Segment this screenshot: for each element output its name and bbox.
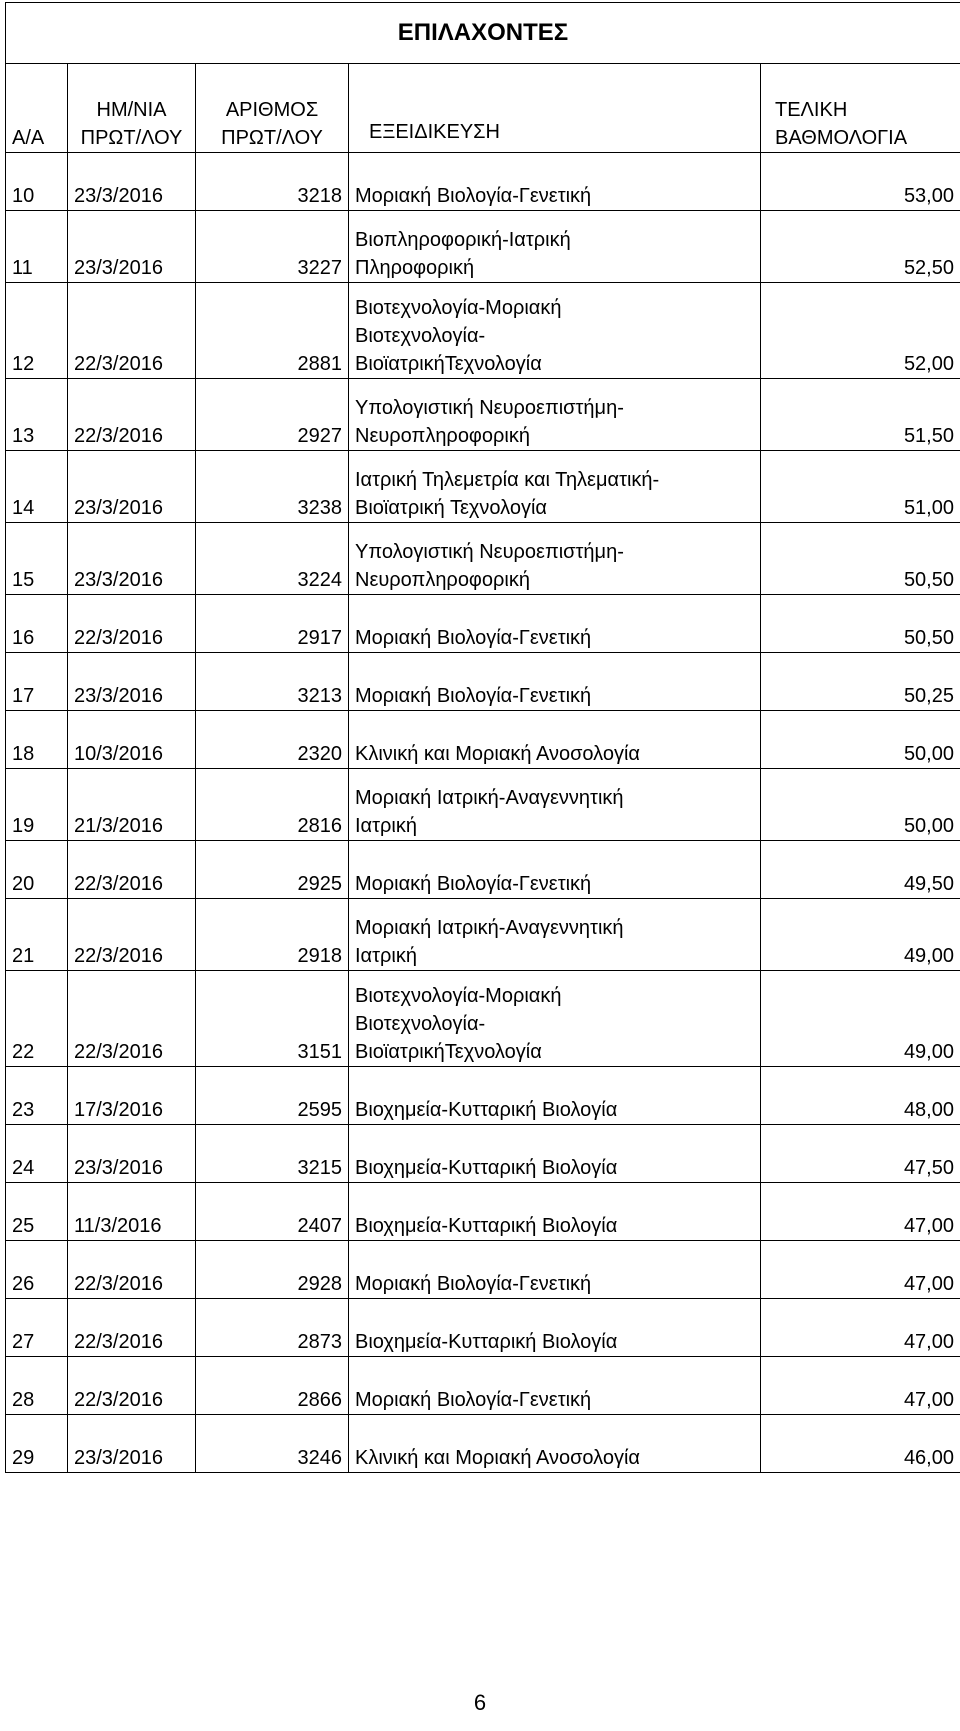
specialization-line: Βιοχημεία-Κυτταρική Βιολογία <box>355 1331 618 1353</box>
cell-specialization <box>349 451 761 523</box>
cell-date: 11/3/2016 <box>68 1183 196 1241</box>
cell-aa: 14 <box>6 451 68 523</box>
specialization-line: Βιοτεχνολογία-Μοριακή <box>355 297 562 319</box>
cell-specialization <box>349 283 761 379</box>
header-row <box>6 64 960 153</box>
cell-protocol-number: 3238 <box>196 451 349 523</box>
cell-aa: 22 <box>6 971 68 1067</box>
cell-protocol-number: 3151 <box>196 971 349 1067</box>
cell-final-score: 47,00 <box>761 1357 960 1415</box>
cell-date: 22/3/2016 <box>68 1299 196 1357</box>
cell-final-score: 47,00 <box>761 1299 960 1357</box>
cell-specialization <box>349 1241 761 1299</box>
cell-aa: 12 <box>6 283 68 379</box>
cell-final-score: 49,00 <box>761 899 960 971</box>
header-specialization: ΕΞΕΙΔΙΚΕΥΣΗ <box>349 64 761 153</box>
table-row <box>6 1241 960 1299</box>
table-row <box>6 1067 960 1125</box>
cell-date: 10/3/2016 <box>68 711 196 769</box>
cell-date: 23/3/2016 <box>68 1415 196 1473</box>
cell-specialization <box>349 1067 761 1125</box>
cell-specialization <box>349 1415 761 1473</box>
cell-aa: 20 <box>6 841 68 899</box>
cell-final-score: 50,00 <box>761 711 960 769</box>
cell-aa: 24 <box>6 1125 68 1183</box>
cell-date: 23/3/2016 <box>68 153 196 211</box>
specialization-line: Βιοπληροφορική-Ιατρική <box>355 229 571 251</box>
cell-aa: 15 <box>6 523 68 595</box>
specialization-line: Μοριακή Βιολογία-Γενετική <box>355 1389 592 1411</box>
cell-protocol-number: 3246 <box>196 1415 349 1473</box>
cell-date: 22/3/2016 <box>68 1241 196 1299</box>
table-row <box>6 1125 960 1183</box>
cell-specialization <box>349 711 761 769</box>
cell-final-score: 51,00 <box>761 451 960 523</box>
specialization-line: ΒιοϊατρικήΤεχνολογία <box>355 353 542 375</box>
table-row <box>6 1183 960 1241</box>
specialization-line: Υπολογιστική Νευροεπιστήμη- <box>355 541 624 563</box>
cell-final-score: 47,00 <box>761 1241 960 1299</box>
cell-specialization <box>349 211 761 283</box>
cell-aa: 18 <box>6 711 68 769</box>
table-row <box>6 451 960 523</box>
header-final-score: ΤΕΛΙΚΗ ΒΑΘΜΟΛΟΓΙΑ <box>761 64 960 153</box>
cell-date: 23/3/2016 <box>68 211 196 283</box>
cell-specialization <box>349 153 761 211</box>
table-row <box>6 841 960 899</box>
table-row <box>6 769 960 841</box>
specialization-line: Μοριακή Βιολογία-Γενετική <box>355 185 592 207</box>
specialization-line: Μοριακή Ιατρική-Αναγεννητική <box>355 787 624 809</box>
table-row <box>6 1357 960 1415</box>
specialization-line: Νευροπληροφορική <box>355 569 530 591</box>
cell-protocol-number: 2595 <box>196 1067 349 1125</box>
table-body <box>6 153 960 1473</box>
cell-protocol-number: 2927 <box>196 379 349 451</box>
cell-aa: 27 <box>6 1299 68 1357</box>
cell-protocol-number: 2407 <box>196 1183 349 1241</box>
specialization-line: Μοριακή Βιολογία-Γενετική <box>355 627 592 649</box>
cell-specialization <box>349 841 761 899</box>
table-row <box>6 211 960 283</box>
cell-final-score: 47,50 <box>761 1125 960 1183</box>
table-row <box>6 899 960 971</box>
specialization-line: Βιοχημεία-Κυτταρική Βιολογία <box>355 1157 618 1179</box>
table-row <box>6 1415 960 1473</box>
cell-final-score: 52,00 <box>761 283 960 379</box>
cell-final-score: 46,00 <box>761 1415 960 1473</box>
cell-protocol-number: 3227 <box>196 211 349 283</box>
cell-date: 22/3/2016 <box>68 899 196 971</box>
cell-aa: 17 <box>6 653 68 711</box>
cell-specialization <box>349 1357 761 1415</box>
cell-final-score: 50,25 <box>761 653 960 711</box>
specialization-line: Μοριακή Ιατρική-Αναγεννητική <box>355 917 624 939</box>
table-row <box>6 379 960 451</box>
cell-specialization <box>349 769 761 841</box>
cell-aa: 16 <box>6 595 68 653</box>
cell-aa: 28 <box>6 1357 68 1415</box>
cell-final-score: 52,50 <box>761 211 960 283</box>
specialization-line: ΒιοϊατρικήΤεχνολογία <box>355 1041 542 1063</box>
cell-protocol-number: 2917 <box>196 595 349 653</box>
header-date: ΗΜ/ΝΙΑ ΠΡΩΤ/ΛΟΥ <box>68 64 196 153</box>
cell-date: 21/3/2016 <box>68 769 196 841</box>
cell-specialization <box>349 523 761 595</box>
cell-final-score: 50,50 <box>761 523 960 595</box>
cell-specialization <box>349 899 761 971</box>
table-row <box>6 711 960 769</box>
table-row <box>6 971 960 1067</box>
cell-final-score: 50,50 <box>761 595 960 653</box>
cell-specialization <box>349 1125 761 1183</box>
cell-protocol-number: 3218 <box>196 153 349 211</box>
specialization-line: Βιοτεχνολογία-Μοριακή <box>355 985 562 1007</box>
cell-protocol-number: 2816 <box>196 769 349 841</box>
specialization-line: Βιοχημεία-Κυτταρική Βιολογία <box>355 1215 618 1237</box>
candidates-table <box>5 2 960 1473</box>
page-number: 6 <box>473 1690 487 1715</box>
cell-protocol-number: 2918 <box>196 899 349 971</box>
specialization-line: Πληροφορική <box>355 257 475 279</box>
cell-aa: 25 <box>6 1183 68 1241</box>
cell-date: 23/3/2016 <box>68 523 196 595</box>
cell-protocol-number: 2866 <box>196 1357 349 1415</box>
cell-aa: 21 <box>6 899 68 971</box>
specialization-line: Βιοϊατρική Τεχνολογία <box>355 497 547 519</box>
cell-date: 23/3/2016 <box>68 653 196 711</box>
cell-date: 22/3/2016 <box>68 283 196 379</box>
cell-final-score: 51,50 <box>761 379 960 451</box>
table-row <box>6 523 960 595</box>
cell-specialization <box>349 1183 761 1241</box>
specialization-line: Κλινική και Μοριακή Ανοσολογία <box>355 743 640 765</box>
cell-date: 22/3/2016 <box>68 1357 196 1415</box>
cell-protocol-number: 2928 <box>196 1241 349 1299</box>
cell-protocol-number: 2881 <box>196 283 349 379</box>
header-protocol-number: ΑΡΙΘΜΟΣ ΠΡΩΤ/ΛΟΥ <box>196 64 349 153</box>
cell-date: 23/3/2016 <box>68 451 196 523</box>
table-row <box>6 595 960 653</box>
cell-date: 22/3/2016 <box>68 971 196 1067</box>
table-row <box>6 653 960 711</box>
cell-aa: 26 <box>6 1241 68 1299</box>
cell-final-score: 49,00 <box>761 971 960 1067</box>
cell-specialization <box>349 1299 761 1357</box>
cell-aa: 29 <box>6 1415 68 1473</box>
cell-protocol-number: 3224 <box>196 523 349 595</box>
specialization-line: Βιοχημεία-Κυτταρική Βιολογία <box>355 1099 618 1121</box>
cell-date: 22/3/2016 <box>68 379 196 451</box>
cell-aa: 10 <box>6 153 68 211</box>
specialization-line: Ιατρική <box>355 815 417 837</box>
cell-final-score: 49,50 <box>761 841 960 899</box>
cell-protocol-number: 3213 <box>196 653 349 711</box>
specialization-line: Μοριακή Βιολογία-Γενετική <box>355 873 592 895</box>
specialization-line: Βιοτεχνολογία- <box>355 1013 486 1035</box>
cell-final-score: 53,00 <box>761 153 960 211</box>
cell-protocol-number: 2873 <box>196 1299 349 1357</box>
cell-specialization <box>349 595 761 653</box>
table-title: ΕΠΙΛΑΧΟΝΤΕΣ <box>6 3 960 64</box>
table-row <box>6 153 960 211</box>
specialization-line: Νευροπληροφορική <box>355 425 530 447</box>
cell-aa: 19 <box>6 769 68 841</box>
cell-date: 23/3/2016 <box>68 1125 196 1183</box>
cell-final-score: 48,00 <box>761 1067 960 1125</box>
cell-aa: 13 <box>6 379 68 451</box>
cell-final-score: 50,00 <box>761 769 960 841</box>
table-row <box>6 1299 960 1357</box>
specialization-line: Κλινική και Μοριακή Ανοσολογία <box>355 1447 640 1469</box>
cell-aa: 11 <box>6 211 68 283</box>
cell-specialization <box>349 971 761 1067</box>
specialization-line: Υπολογιστική Νευροεπιστήμη- <box>355 397 624 419</box>
cell-protocol-number: 3215 <box>196 1125 349 1183</box>
specialization-line: Ιατρική Τηλεμετρία και Τηλεματική- <box>355 469 660 491</box>
specialization-line: Ιατρική <box>355 945 417 967</box>
cell-date: 22/3/2016 <box>68 595 196 653</box>
cell-specialization <box>349 653 761 711</box>
cell-date: 22/3/2016 <box>68 841 196 899</box>
cell-specialization <box>349 379 761 451</box>
table-row <box>6 283 960 379</box>
cell-date: 17/3/2016 <box>68 1067 196 1125</box>
cell-protocol-number: 2320 <box>196 711 349 769</box>
cell-aa: 23 <box>6 1067 68 1125</box>
header-aa: Α/Α <box>6 64 68 153</box>
specialization-line: Μοριακή Βιολογία-Γενετική <box>355 685 592 707</box>
cell-protocol-number: 2925 <box>196 841 349 899</box>
specialization-line: Βιοτεχνολογία- <box>355 325 486 347</box>
specialization-line: Μοριακή Βιολογία-Γενετική <box>355 1273 592 1295</box>
cell-final-score: 47,00 <box>761 1183 960 1241</box>
